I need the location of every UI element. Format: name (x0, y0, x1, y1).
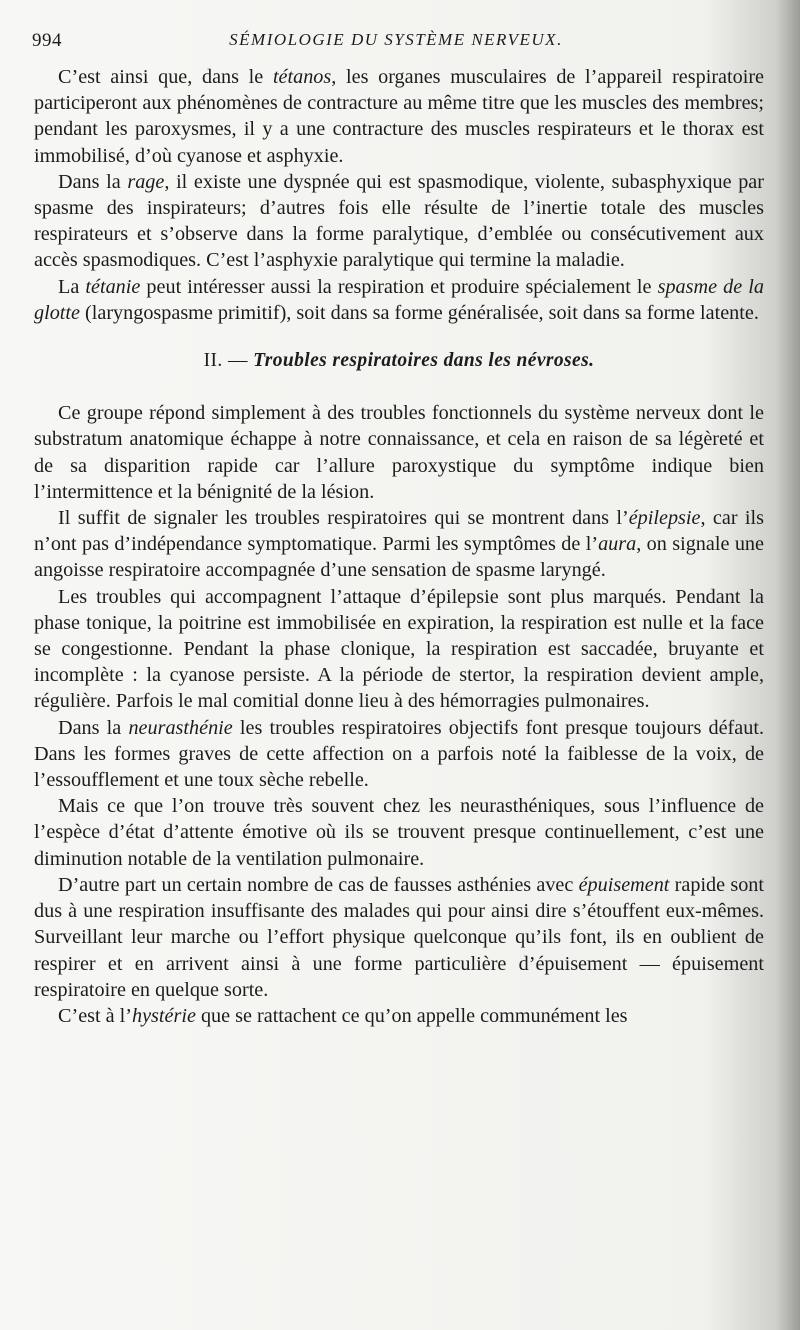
page-number: 994 (32, 30, 62, 51)
paragraphs-after-section (34, 400, 764, 1029)
paragraph (34, 872, 764, 1003)
text-run: Mais ce que l’on trouve très souvent chez les neurasthéniques, sous l’influence de l’espèce d’état d’attente émotive où ils se trouvent presque continuellement, c’est une diminution notable de la ventilation pulmonaire. (34, 795, 764, 870)
text-run: peut intéresser aussi la respiration et produire spécialement le (140, 275, 658, 298)
text-run: (laryngospasme primitif), soit dans sa forme généralisée, soit dans sa forme latente. (79, 301, 759, 324)
text-run: les troubles respiratoires objectifs font presque toujours défaut. Dans les formes graves de cette affection on a parfois noté la faiblesse de la voix, de l’essoufflement et une toux sèche rebelle. (34, 716, 764, 792)
italic-term: rage (127, 170, 165, 193)
italic-term: tétanie (85, 275, 141, 298)
italic-term: hystérie (132, 1004, 196, 1027)
italic-term: épuisement (578, 873, 670, 896)
paragraph (34, 169, 764, 274)
paragraph (34, 505, 764, 584)
text-run: rapide sont dus à une respiration insuffisante des malades qui pour ainsi dire s’étouffent eux-mêmes. Surveillant leur marche ou l’effort physique quelconque qu’ils font, ils en oublient de respirer et en arrivent ainsi à une forme particulière d’épuisement — épuisement respiratoire en quelque sorte. (34, 873, 764, 1001)
italic-term: spasme de la glotte (34, 275, 764, 324)
section-number: II. — (203, 350, 254, 372)
text-run: La (58, 275, 86, 298)
text-run: Dans la (58, 170, 128, 193)
body-text (34, 64, 764, 1029)
paragraph (34, 715, 764, 794)
paragraph (34, 64, 764, 169)
text-run: , il existe une dyspnée qui est spasmodique, violente, subasphyxique par spasme des inspirateurs; d’autres fois elle résulte de l’inertie totale des muscles respirateurs et s’observe dans la forme paralytique, d’emblée ou consécutivement aux accès spasmodiques. C’est l’asphyxie paralytique qui termine la maladie. (34, 170, 764, 272)
text-run: , car ils n’ont pas d’indépendance symptomatique. Parmi les symptômes de l’ (34, 507, 764, 556)
paragraph (34, 584, 764, 715)
text-run: que se rattachent ce qu’on appelle communément les (195, 1004, 628, 1027)
italic-term: neurasthénie (128, 716, 233, 739)
page-header (32, 30, 760, 54)
text-run: Ce groupe répond simplement à des troubles fonctionnels du système nerveux dont le substratum anatomique échappe à notre connaissance, et cela en raison de sa légèreté et de sa disparition rapide car l’allure paroxystique du symptôme indique bien l’intermittence et la bénignité de la lésion. (34, 402, 764, 503)
paragraph (34, 274, 764, 326)
paragraphs-before-section (34, 64, 764, 326)
italic-term: épilepsie (628, 507, 701, 530)
text-run: D’autre part un certain nombre de cas de fausses asthénies avec (58, 873, 579, 896)
italic-term: aura (598, 533, 637, 556)
text-run: C’est ainsi que, dans le (58, 66, 273, 88)
text-run: C’est à l’ (58, 1004, 132, 1027)
section-heading (34, 348, 764, 374)
paragraph (34, 793, 764, 872)
text-run: , les organes musculaires de l’appareil respiratoire participeront aux phénomènes de contracture au même titre que les muscles des membres; pendant les paroxysmes, il y a une contracture des muscles respirateurs et le thorax est immobilisé, d’où cyanose et asphyxie. (34, 66, 764, 167)
text-run: Les troubles qui accompagnent l’attaque d’épilepsie sont plus marqués. Pendant la phase tonique, la poitrine est immobilisée en expiration, la respiration est nulle et la face se congestionne. Pendant la phase clonique, la respiration est saccadée, bruyante et incomplète : la cyanose persiste. A la période de stertor, la respiration devient ample, régulière. Parfois le mal comitial donne lieu à des hémorragies pulmonaires. (34, 585, 764, 713)
paragraph (34, 400, 764, 505)
text-run: , on signale une angoisse respiratoire accompagnée d’une sensation de spasme laryngé. (34, 533, 764, 582)
italic-term: tétanos (272, 66, 332, 88)
section-title: Troubles respiratoires dans les névroses. (253, 350, 595, 372)
text-run: Il suffit de signaler les troubles respiratoires qui se montrent dans l’ (58, 507, 629, 530)
paragraph (34, 1003, 764, 1029)
running-title: SÉMIOLOGIE DU SYSTÈME NERVEUX. (229, 30, 563, 49)
text-run: Dans la (58, 716, 129, 739)
